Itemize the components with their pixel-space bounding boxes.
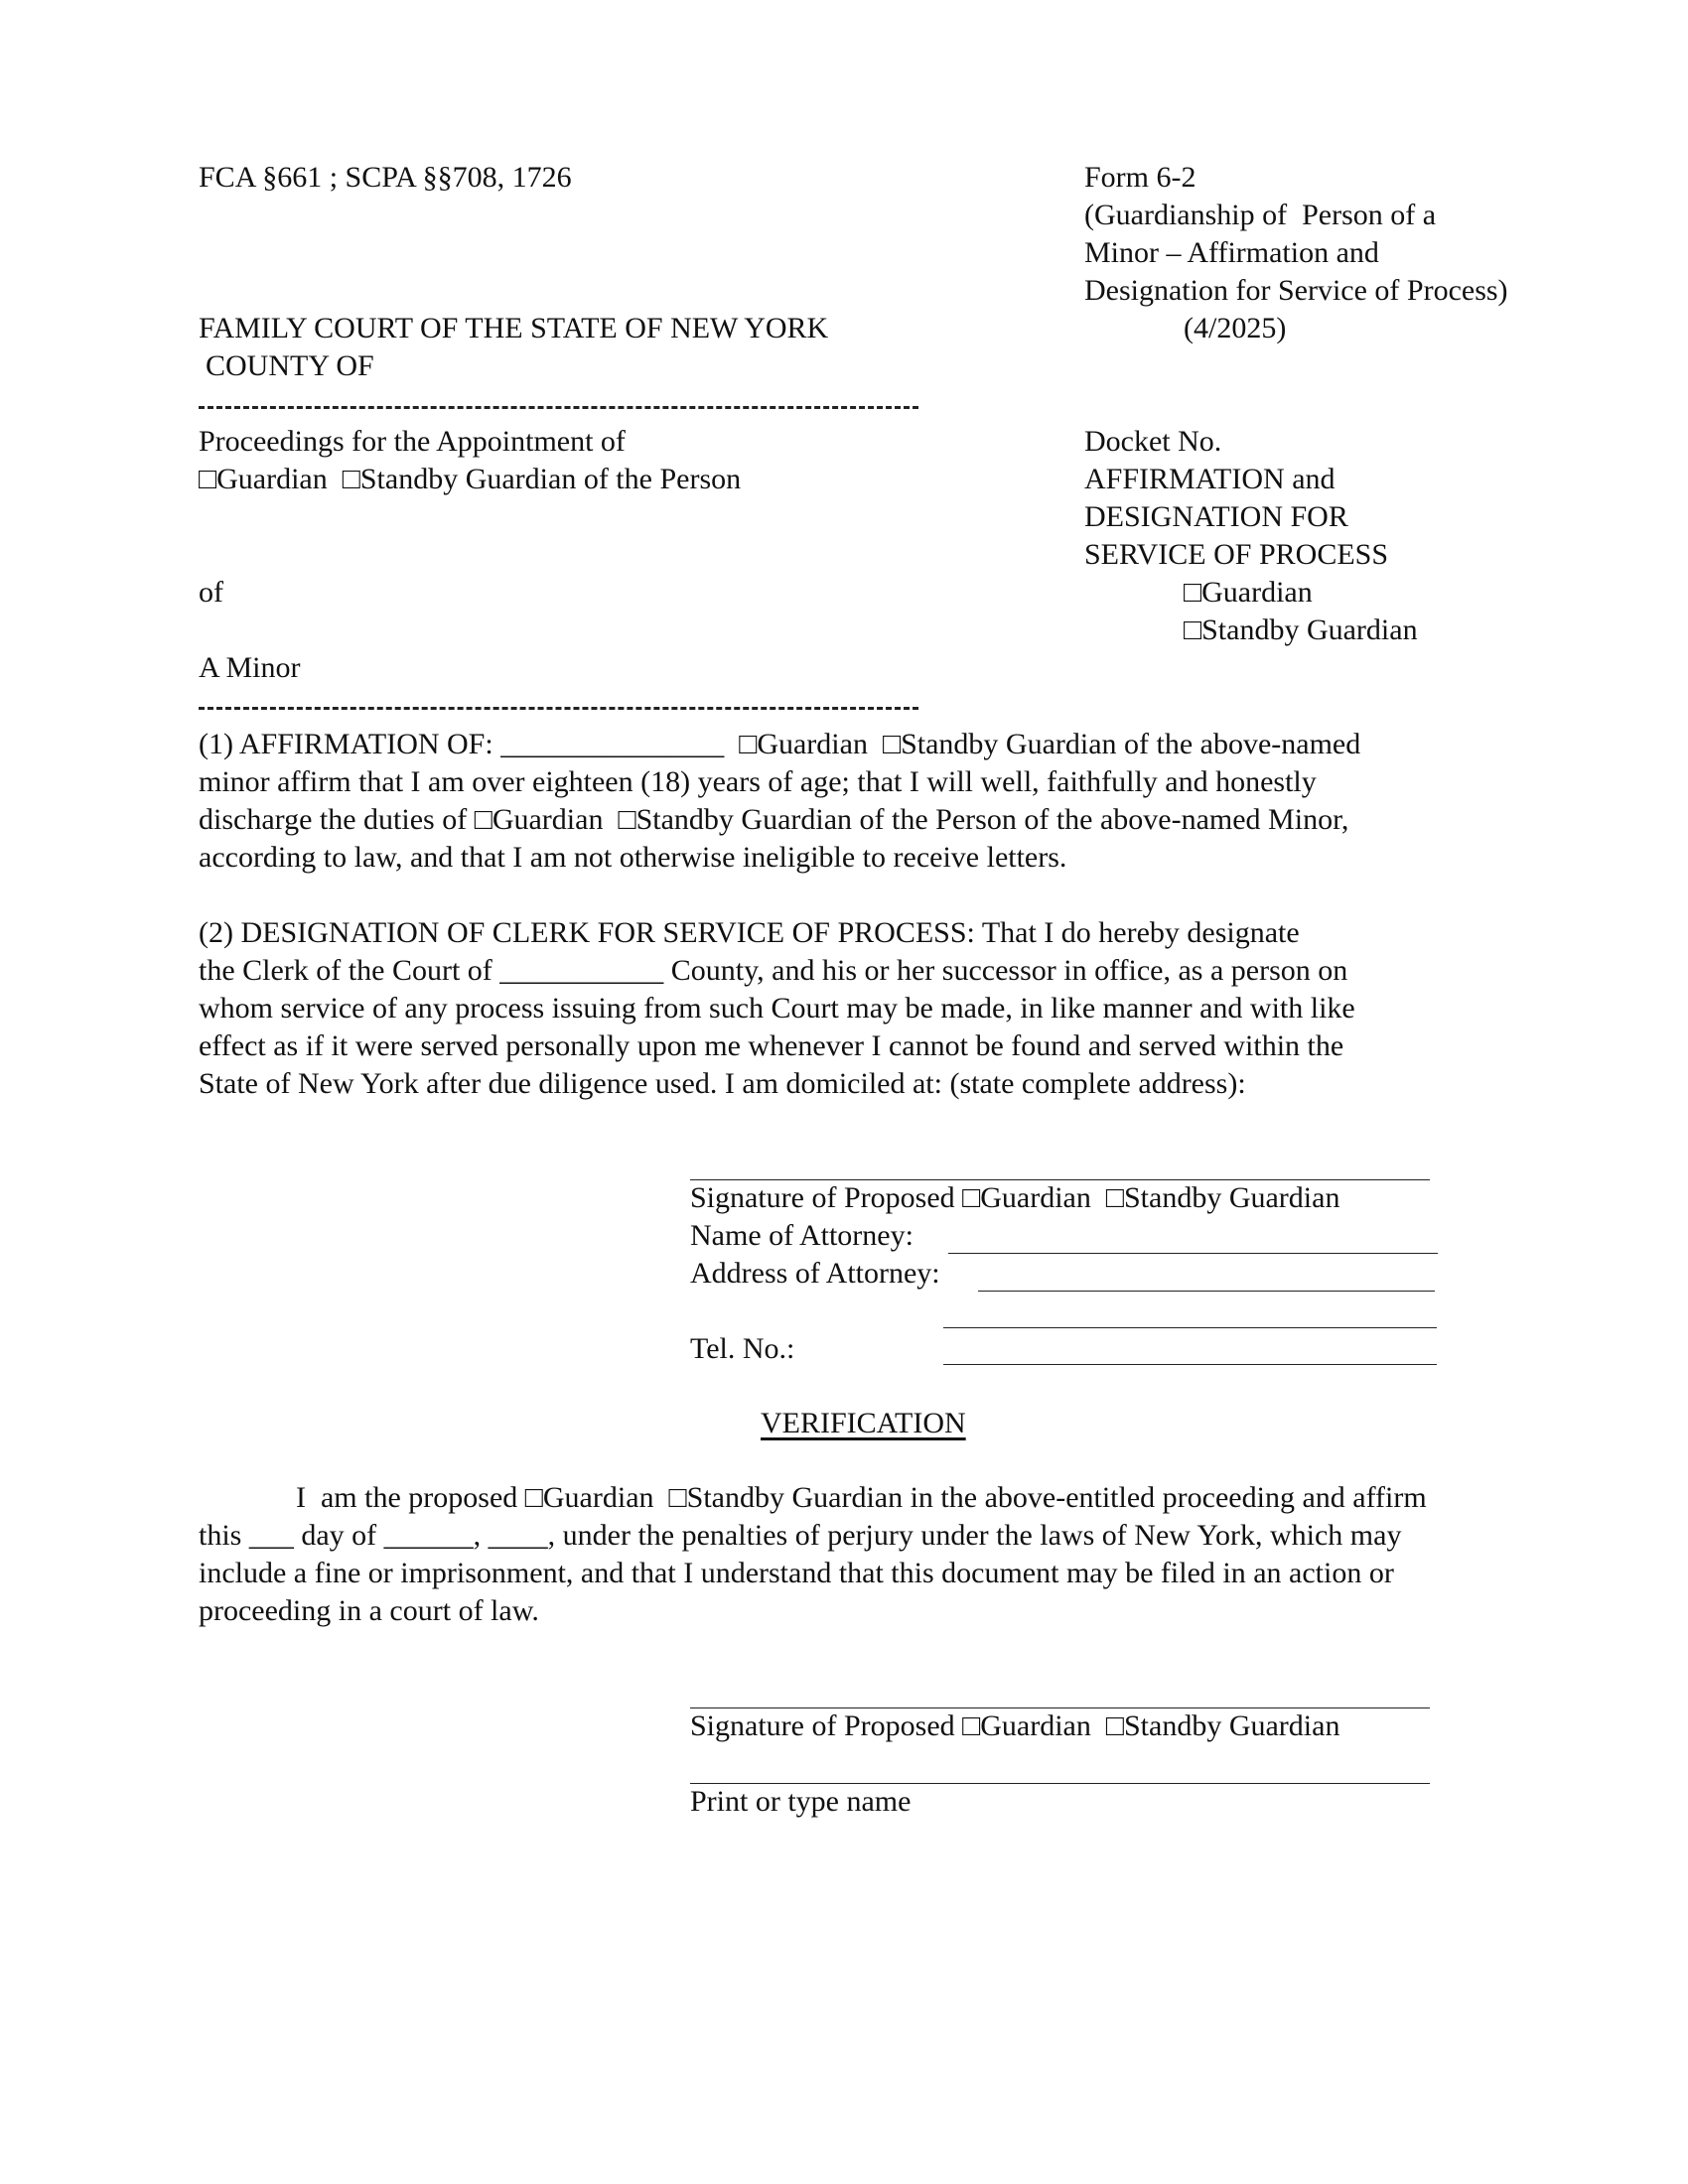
telephone-field[interactable] (943, 1364, 1437, 1365)
designation-line: the Clerk of the Court of ___________ County, and his or her successor in office, as a person on (199, 954, 1348, 987)
signature-label-verification: Signature of Proposed □Guardian □Standby Guardian (690, 1709, 1340, 1742)
verification-paragraph (199, 1479, 1559, 1630)
form-number: Form 6-2 (1084, 161, 1196, 194)
verification-line: proceeding in a court of law. (199, 1594, 539, 1627)
caption-separator-top (199, 406, 918, 409)
designation-paragraph (199, 914, 1559, 1103)
minor-label: A Minor (199, 651, 301, 684)
guardian-type-line: □Guardian □Standby Guardian of the Person (199, 463, 742, 495)
document-title-line-3: SERVICE OF PROCESS (1084, 538, 1389, 571)
title-checkbox-standby-guardian[interactable]: □Standby Guardian (1184, 614, 1418, 646)
form-description-line-2: Minor – Affirmation and (1084, 236, 1379, 269)
affirmation-line: according to law, and that I am not otherwise ineligible to receive letters. (199, 841, 1067, 874)
affirmation-paragraph (199, 726, 1559, 877)
title-checkbox-guardian[interactable]: □Guardian (1184, 576, 1313, 609)
attorney-address-field[interactable] (978, 1291, 1435, 1292)
attorney-address-label: Address of Attorney: (690, 1257, 940, 1290)
attorney-address-field-line-2[interactable] (943, 1327, 1437, 1328)
designation-line: State of New York after due diligence used. I am domiciled at: (state complete address): (199, 1067, 1246, 1100)
attorney-name-label: Name of Attorney: (690, 1219, 914, 1252)
docket-number-label: Docket No. (1084, 425, 1222, 458)
county-label: COUNTY OF (206, 349, 374, 382)
form-description-line-3: Designation for Service of Process) (1084, 274, 1508, 307)
form-description-line-1: (Guardianship of Person of a (1084, 199, 1437, 231)
affirmation-line: minor affirm that I am over eighteen (18) years of age; that I will well, faithfully and honestly (199, 765, 1317, 798)
signature-label-proposed-guardian: Signature of Proposed □Guardian □Standby Guardian (690, 1181, 1340, 1214)
telephone-label: Tel. No.: (690, 1332, 795, 1365)
verification-line: I am the proposed □Guardian □Standby Guardian in the above-entitled proceeding and affirm (296, 1481, 1427, 1514)
verification-heading: VERIFICATION (761, 1407, 966, 1439)
attorney-name-field[interactable] (948, 1253, 1438, 1254)
document-title-line-1: AFFIRMATION and (1084, 463, 1336, 495)
statute-citation: FCA §661 ; SCPA §§708, 1726 (199, 161, 572, 194)
form-revision-date: (4/2025) (1184, 312, 1287, 344)
of-label: of (199, 576, 223, 609)
affirmation-line: (1) AFFIRMATION OF: _______________ □Guardian □Standby Guardian of the above-named (199, 728, 1361, 760)
verification-line: include a fine or imprisonment, and that I understand that this document may be filed in an action or (199, 1557, 1394, 1589)
verification-line: this ___ day of ______, ____, under the penalties of perjury under the laws of New York, which may (199, 1519, 1402, 1552)
caption-separator-bottom (199, 707, 918, 710)
proceedings-line: Proceedings for the Appointment of (199, 425, 626, 458)
court-name: FAMILY COURT OF THE STATE OF NEW YORK (199, 312, 829, 344)
designation-line: (2) DESIGNATION OF CLERK FOR SERVICE OF PROCESS: That I do hereby designate (199, 916, 1300, 949)
document-title-line-2: DESIGNATION FOR (1084, 500, 1348, 533)
print-name-label: Print or type name (690, 1785, 912, 1818)
designation-line: effect as if it were served personally upon me whenever I cannot be found and served within the (199, 1029, 1344, 1062)
affirmation-line: discharge the duties of □Guardian □Standby Guardian of the Person of the above-named Minor, (199, 803, 1349, 836)
designation-line: whom service of any process issuing from such Court may be made, in like manner and with like (199, 992, 1355, 1024)
